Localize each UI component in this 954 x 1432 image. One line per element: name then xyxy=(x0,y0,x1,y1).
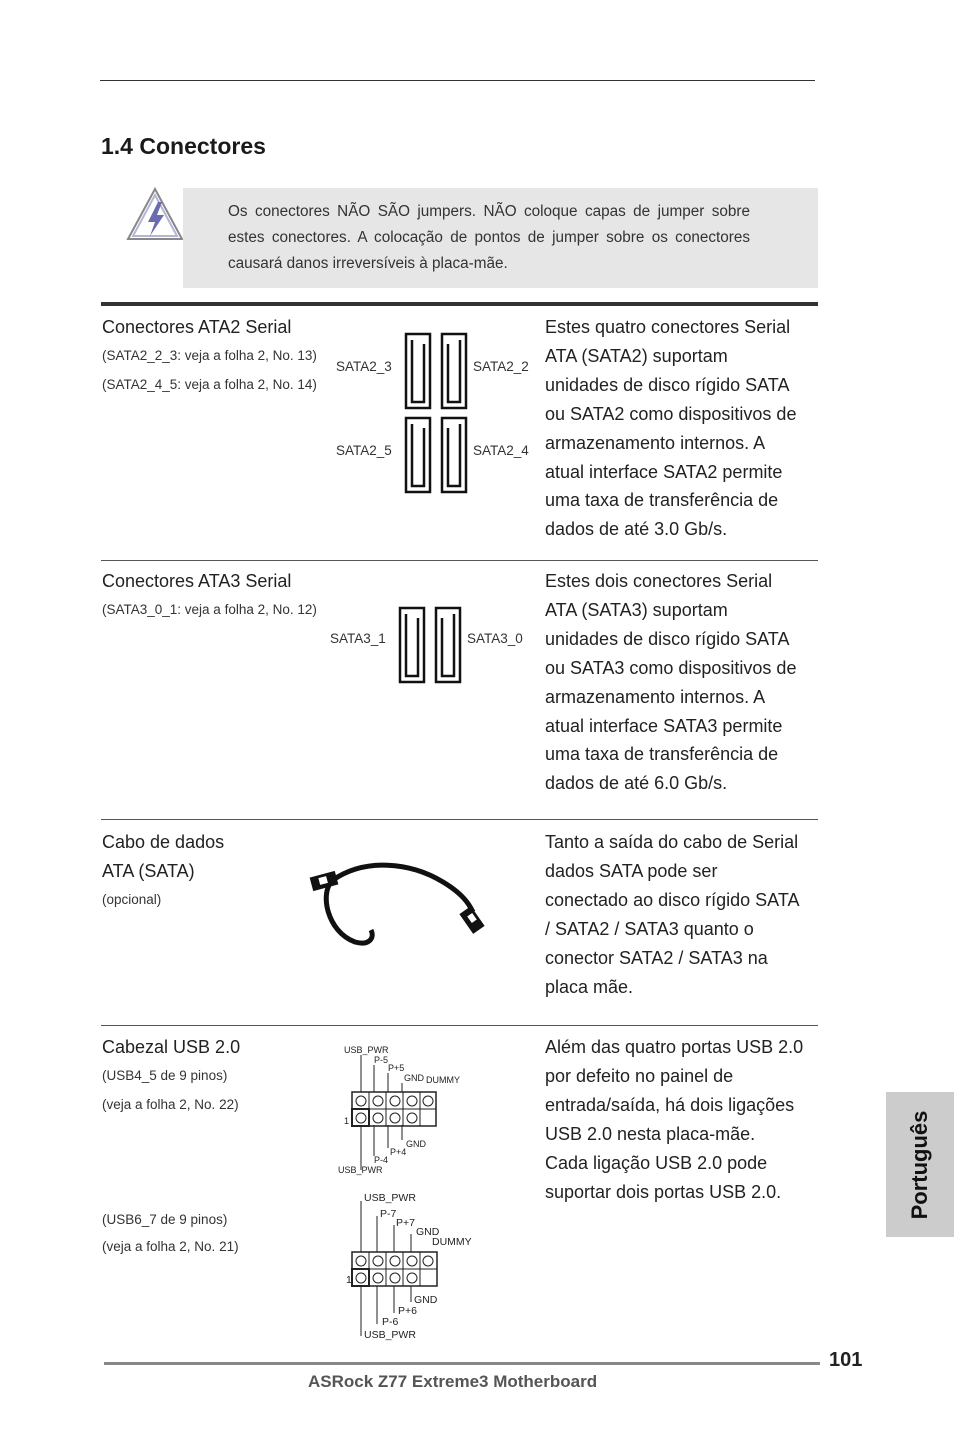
sata2-description: Estes quatro conectores Serial ATA (SATA2) suportam unidades de disco rígido SATA ou SATA2 como dispositivos de armazenamento internos. A atual interface SATA2 permite uma taxa de transferência de dados de até 3.0 Gb/s. xyxy=(545,317,797,540)
sata2-note-2: (SATA2_4_5: veja a folha 2, No. 14) xyxy=(102,377,317,392)
pin-label: P+6 xyxy=(398,1305,417,1317)
footer-text: ASRock Z77 Extreme3 Motherboard xyxy=(308,1372,598,1391)
usb-note-1: (USB4_5 de 9 pinos) xyxy=(102,1068,228,1083)
port-label: SATA3_1 xyxy=(330,631,386,646)
cable-description: Tanto a saída do cabo de Serial dados SATA pode ser conectado ao disco rígido SATA / SATA2 / SATA3 quanto o conector SATA2 / SATA3 na placa mãe. xyxy=(545,832,800,997)
section-title: 1.4 Conectores xyxy=(101,133,266,159)
sata3-label: Conectores ATA3 Serial xyxy=(102,571,292,591)
port-label: SATA3_0 xyxy=(467,631,523,646)
sata-cable-image xyxy=(305,860,495,950)
pin-label: P+4 xyxy=(390,1147,407,1157)
pin-label: P+7 xyxy=(396,1217,415,1229)
section-rule xyxy=(101,302,818,306)
language-tab-label: Português xyxy=(907,1110,932,1219)
pin-label: USB_PWR xyxy=(338,1165,383,1175)
usb-note-2: (veja a folha 2, No. 22) xyxy=(102,1097,239,1112)
cable-label-2: ATA (SATA) xyxy=(102,861,195,881)
language-tab xyxy=(886,1092,954,1237)
cable-note: (opcional) xyxy=(102,892,162,907)
pin-label: P+5 xyxy=(388,1063,405,1073)
pin-label: GND xyxy=(416,1226,440,1238)
divider xyxy=(101,1025,818,1026)
sata2-connectors-diagram xyxy=(404,332,468,496)
port-label: SATA2_5 xyxy=(336,443,392,458)
header-rule xyxy=(100,80,815,81)
warning-text: Os conectores NÃO SÃO jumpers. NÃO coloque capas de jumper sobre estes conectores. A colocação de pontos de jumper sobre os conectores causará danos irreversíveis à placa-mãe. xyxy=(228,203,750,272)
usb-header-2-diagram xyxy=(344,1188,476,1344)
usb-label: Cabezal USB 2.0 xyxy=(102,1037,241,1057)
pin-label: USB_PWR xyxy=(364,1192,416,1204)
pin-label: DUMMY xyxy=(432,1236,472,1248)
divider xyxy=(101,819,818,820)
pin-label: GND xyxy=(404,1073,424,1083)
footer-rule xyxy=(104,1362,820,1365)
port-label: SATA2_2 xyxy=(473,359,529,374)
pin-label: P-6 xyxy=(382,1316,399,1328)
sata3-description: Estes dois conectores Serial ATA (SATA3) suportam unidades de disco rígido SATA ou SATA3 como dispositivos de armazenamento internos. A atual interface SATA3 permite uma taxa de transferência de dados de até 6.0 Gb/s. xyxy=(545,571,797,794)
pin-label: P-4 xyxy=(374,1155,389,1165)
usb-header-1-diagram xyxy=(336,1042,466,1178)
warning-icon xyxy=(124,185,186,243)
usb-note-3: (USB6_7 de 9 pinos) xyxy=(102,1212,228,1227)
pin-label: GND xyxy=(406,1139,426,1149)
pin-label: 1 xyxy=(344,1116,350,1126)
pin-label: 1 xyxy=(346,1274,352,1286)
pin-label: DUMMY xyxy=(426,1075,460,1085)
sata2-note-1: (SATA2_2_3: veja a folha 2, No. 13) xyxy=(102,348,317,363)
usb-description: Além das quatro portas USB 2.0 por defeito no painel de entrada/saída, há dois ligações USB 2.0 nesta placa-mãe. Cada ligação USB 2.0 pode suportar dois portas USB 2.0. xyxy=(545,1037,804,1202)
pin-label: P-7 xyxy=(380,1208,397,1220)
sata2-label: Conectores ATA2 Serial xyxy=(102,317,292,337)
pin-label: GND xyxy=(414,1294,438,1306)
port-label: SATA2_3 xyxy=(336,359,392,374)
usb-note-4: (veja a folha 2, No. 21) xyxy=(102,1239,239,1254)
cable-label-1: Cabo de dados xyxy=(102,832,225,852)
divider xyxy=(101,560,818,561)
sata3-note: (SATA3_0_1: veja a folha 2, No. 12) xyxy=(102,602,317,617)
page-number: 101 xyxy=(829,1349,863,1371)
port-label: SATA2_4 xyxy=(473,443,529,458)
sata3-connectors-diagram xyxy=(398,606,462,684)
pin-label: USB_PWR xyxy=(344,1045,389,1055)
pin-label: USB_PWR xyxy=(364,1329,416,1341)
pin-label: P-5 xyxy=(374,1055,389,1065)
